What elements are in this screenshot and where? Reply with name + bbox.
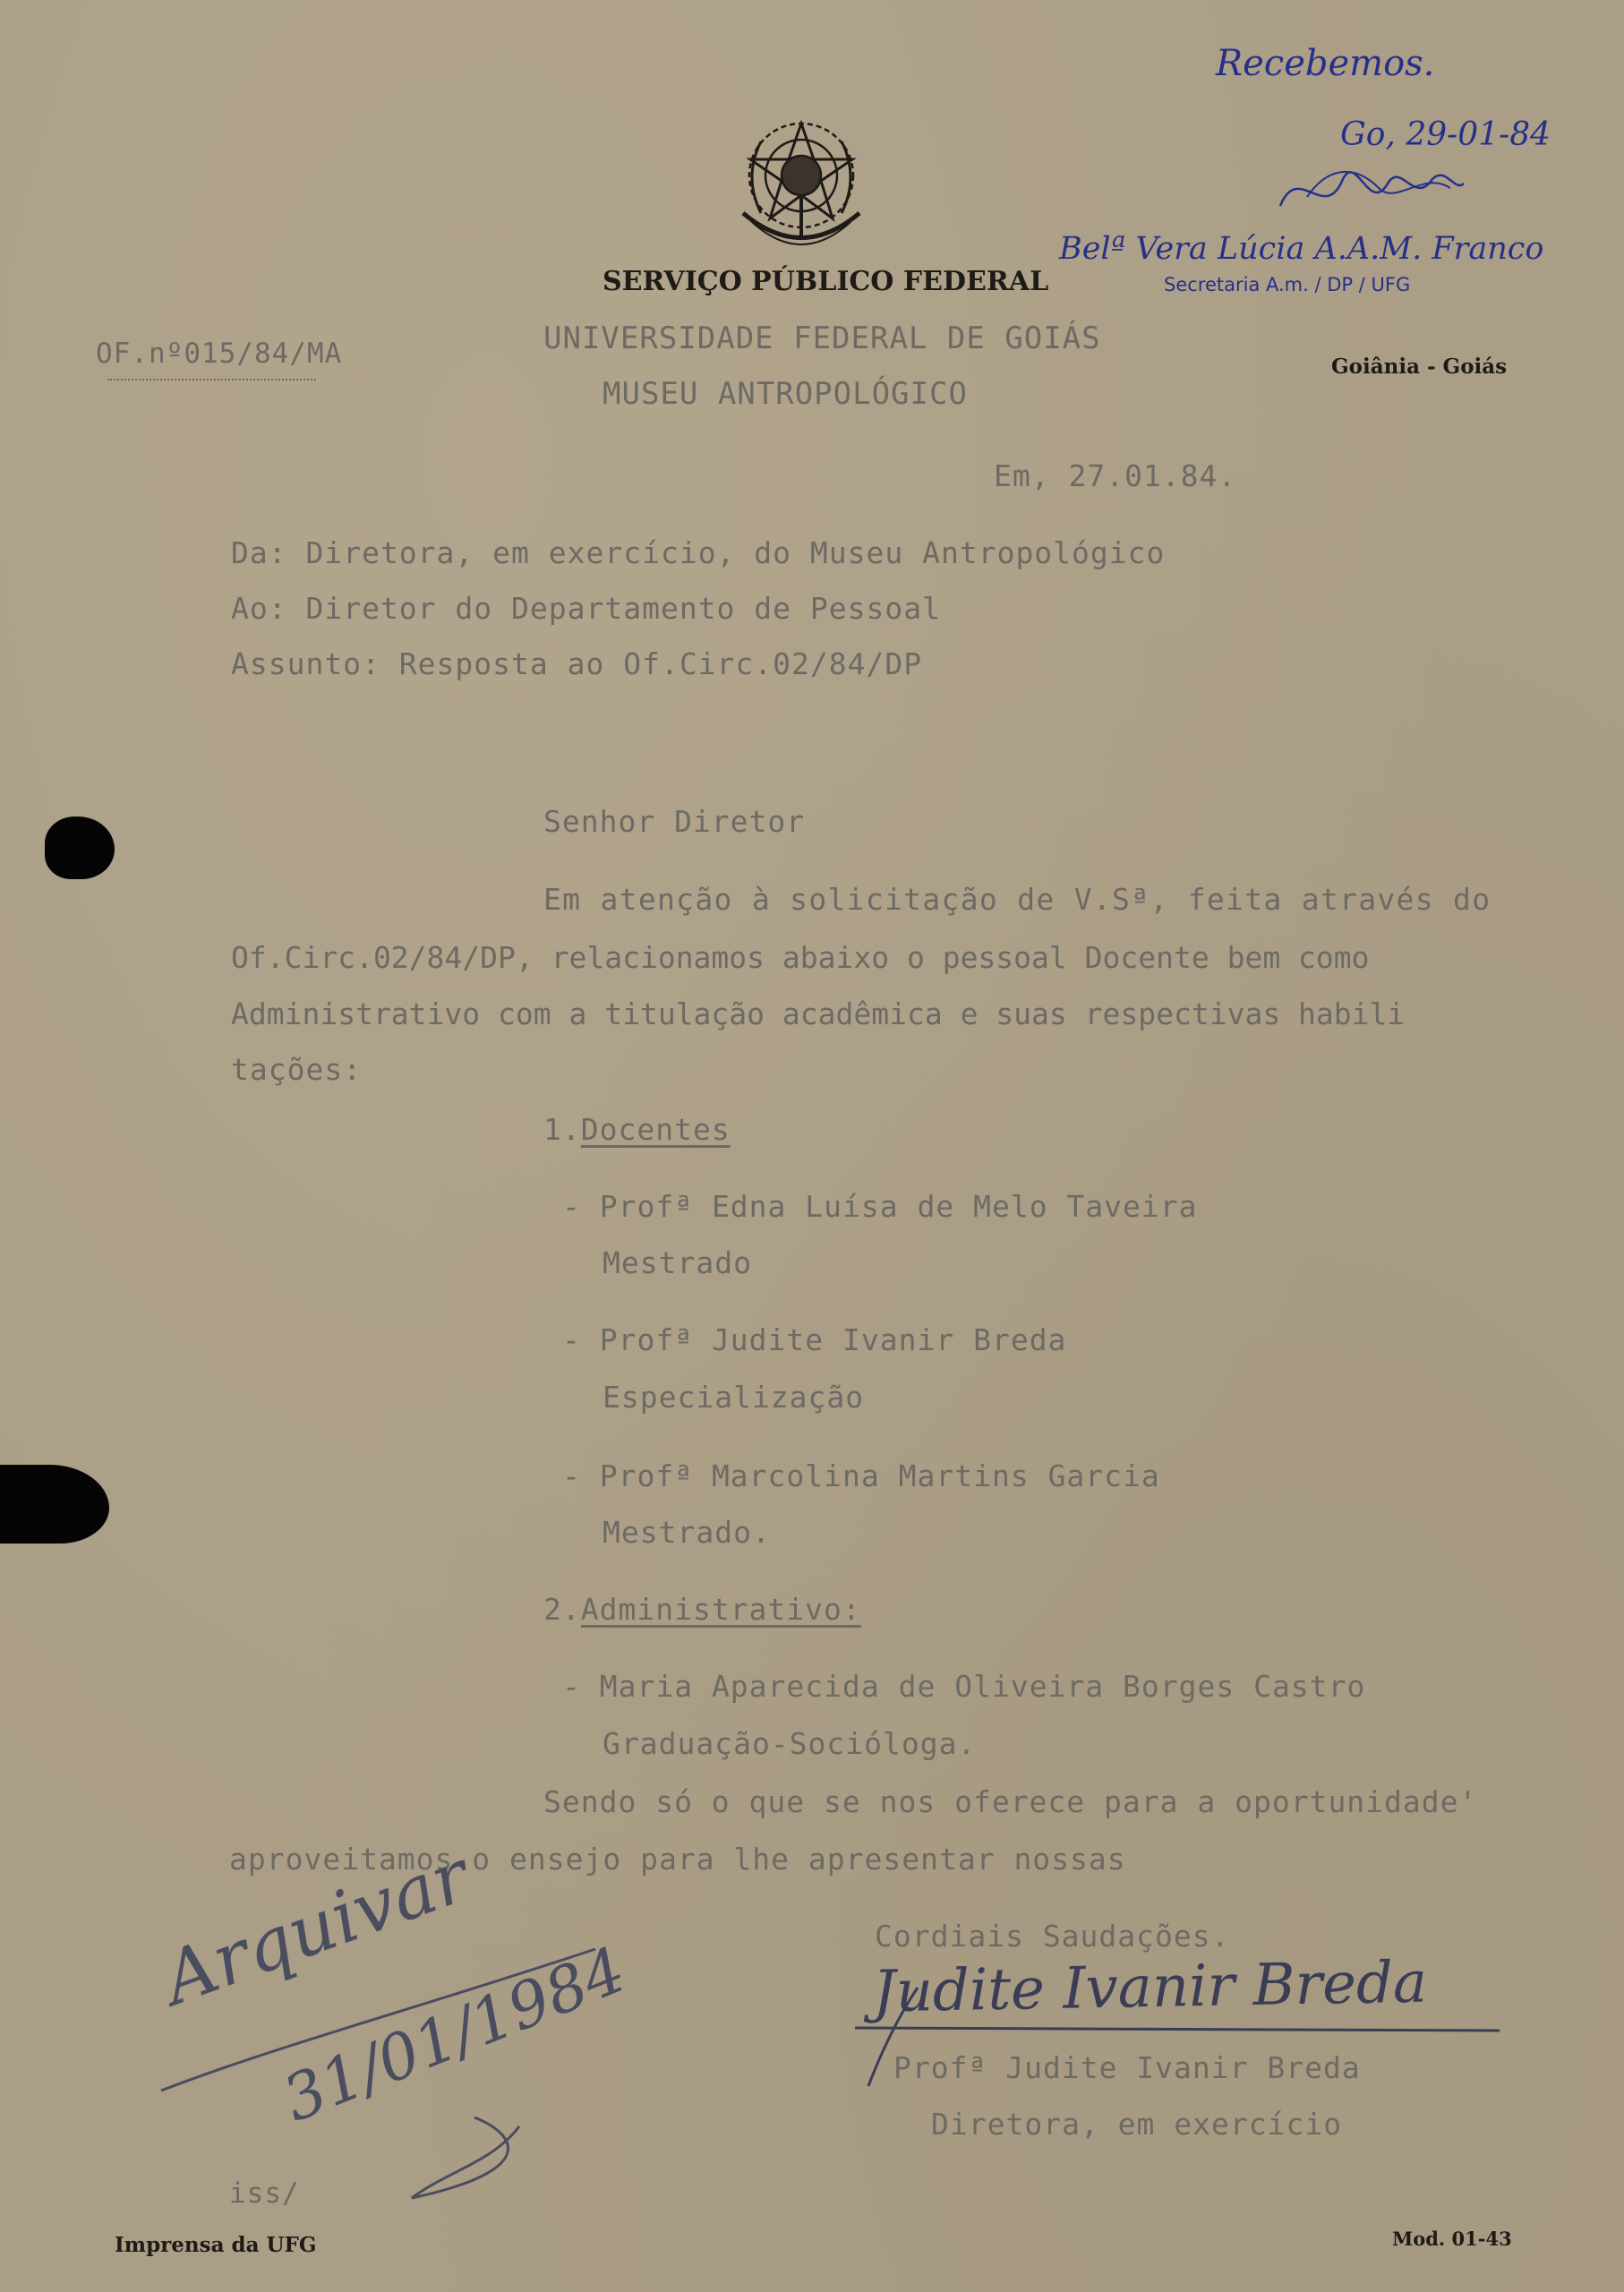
signatory-name: Profª Judite Ivanir Breda <box>893 2050 1361 2085</box>
section2-heading <box>543 1592 861 1627</box>
greeting: Cordiais Saudações. <box>875 1919 1230 1954</box>
punch-hole-top <box>45 817 115 879</box>
section2-number: 2. <box>543 1592 581 1627</box>
admin-1-degree: Graduação-Socióloga. <box>603 1726 977 1761</box>
printer-footer: Imprensa da UFG <box>115 2233 317 2257</box>
office-number: OF.nº015/84/MA <box>96 338 343 370</box>
service-heading: SERVIÇO PÚBLICO FEDERAL <box>603 266 1049 297</box>
received-date: Go, 29-01-84 <box>1340 116 1551 153</box>
from-line: Da: Diretora, em exercício, do Museu Antropológico <box>231 535 1166 570</box>
intro-line-3: Administrativo com a titulação acadêmica e suas respectivas habili <box>231 996 1406 1031</box>
docente-1-name: - Profª Edna Luísa de Melo Taveira <box>562 1189 1198 1224</box>
docente-2-degree: Especialização <box>603 1380 865 1415</box>
salutation: Senhor Diretor <box>543 804 806 839</box>
subject-line: Assunto: Resposta ao Of.Circ.02/84/DP <box>231 646 923 681</box>
closing-line-2: aproveitamos o ensejo para lhe apresentar nossas <box>229 1842 1126 1877</box>
office-number-underline <box>107 379 316 381</box>
closing-line-1: Sendo só o que se nos oferece para a oportunidade' <box>543 1784 1478 1819</box>
section2-title: Administrativo: <box>580 1592 861 1627</box>
city-label: Goiânia - Goiás <box>1331 355 1508 379</box>
typist-initials: iss/ <box>229 2177 300 2210</box>
admin-1-name: - Maria Aparecida de Oliveira Borges Castro <box>562 1669 1366 1704</box>
coat-of-arms-emblem <box>725 106 877 267</box>
received-note: Recebemos. <box>1216 43 1435 84</box>
handwritten-signature: Judite Ivanir Breda <box>872 1949 1428 2026</box>
section1-heading <box>543 1112 731 1147</box>
section1-title: Docentes <box>580 1112 731 1147</box>
docente-3-name: - Profª Marcolina Martins Garcia <box>562 1458 1160 1493</box>
intro-line-2: Of.Circ.02/84/DP, relacionamos abaixo o pessoal Docente bem como <box>231 940 1370 975</box>
archive-note-word: Arquivar <box>152 1834 480 2022</box>
to-line: Ao: Diretor do Departamento de Pessoal <box>231 591 941 626</box>
signatory-title: Diretora, em exercício <box>931 2107 1343 2142</box>
intro-line-1: Em atenção à solicitação de V.Sª, feita através do <box>543 882 1492 917</box>
docente-1-degree: Mestrado <box>603 1245 752 1280</box>
stamp-name: Belª Vera Lúcia A.A.M. Franco <box>1059 231 1544 267</box>
museum-name: MUSEU ANTROPOLÓGICO <box>603 376 968 412</box>
university-name: UNIVERSIDADE FEDERAL DE GOIÁS <box>543 321 1101 356</box>
stamp-signature-scribble <box>1271 143 1468 233</box>
punch-hole-bottom <box>0 1465 109 1544</box>
date-line: Em, 27.01.84. <box>994 458 1237 493</box>
section1-number: 1. <box>543 1112 581 1147</box>
docente-2-name: - Profª Judite Ivanir Breda <box>562 1322 1067 1357</box>
model-footer: Mod. 01-43 <box>1392 2228 1512 2250</box>
stamp-role: Secretaria A.m. / DP / UFG <box>1164 274 1411 295</box>
docente-3-degree: Mestrado. <box>603 1515 771 1550</box>
archive-note-date: 31/01/1984 <box>273 1932 636 2137</box>
intro-line-4: tações: <box>231 1052 363 1087</box>
